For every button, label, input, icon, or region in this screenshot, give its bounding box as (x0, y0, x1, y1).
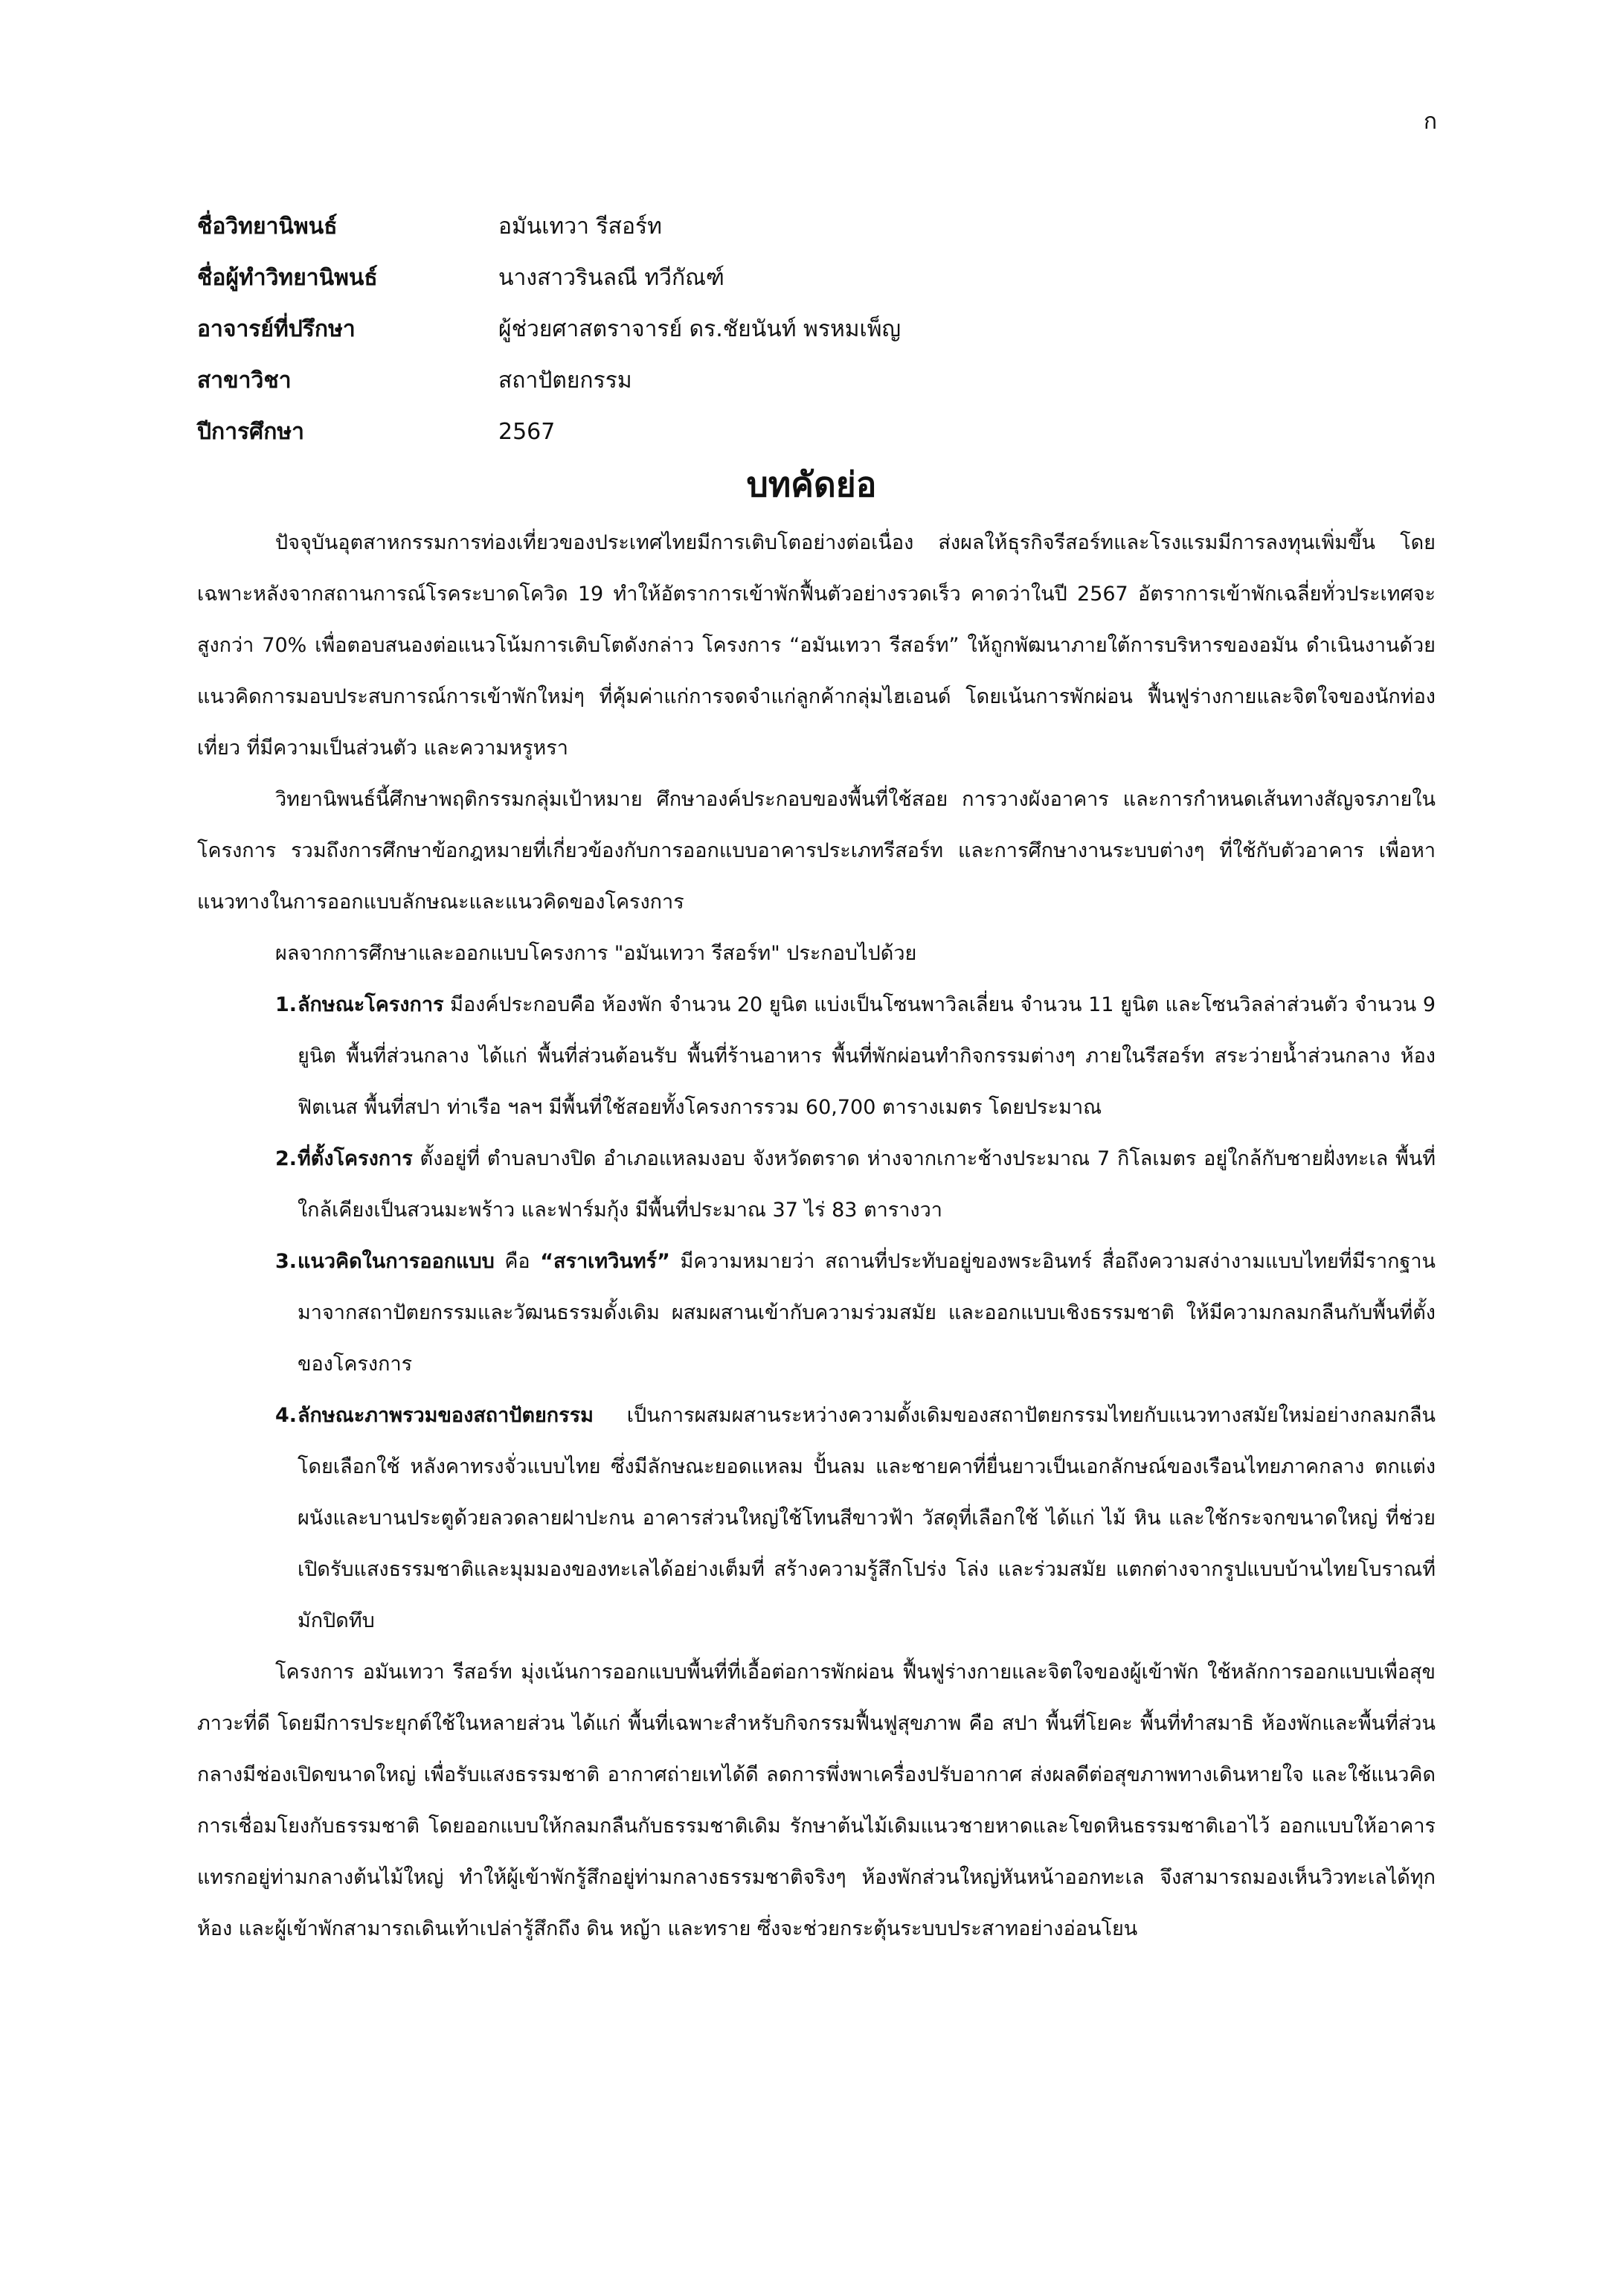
list-item-title: ที่ตั้งโครงการ (298, 1147, 413, 1170)
list-number: 1. (275, 993, 298, 1016)
meta-value: สถาปัตยกรรม (498, 368, 632, 394)
meta-value: อมันเทวา รีสอร์ท (498, 214, 662, 240)
list-item-text: เป็นการผสมผสานระหว่างความดั้งเดิมของสถาปัตยกรรมไทยกับแนวทางสมัยใหม่อย่างกลมกลืน โดยเลือกใช้ หลังคาทรงจั่วแบบไทย ซึ่งมีลักษณะยอดแหลม ปั้นลม และชายคาที่ยื่นยาวเป็นเอกลักษณ์ของเรือนไทยภาคกลาง ตกแต่งผนังและบานประตูด้วยลวดลายฝาปะกน อาคารส่วนใหญ่ใช้โทนสีขาวฟ้า วัสดุที่เลือกใช้ ได้แก่ ไม้ หิน และใช้กระจกขนาดใหญ่ ที่ช่วยเปิดรับแสงธรรมชาติและมุมมองของทะเลได้อย่างเต็มที่ สร้างความรู้สึกโปร่ง โล่ง และร่วมสมัย แตกต่างจากรูปแบบบ้านไทยโบราณที่มักปิดทึบ (298, 1404, 1436, 1632)
thesis-meta (197, 201, 901, 458)
list-item (197, 979, 1436, 1133)
meta-row-author (197, 252, 901, 304)
meta-value: นางสาวรินลณี ทวีกัณฑ์ (498, 265, 724, 291)
list-number: 3. (275, 1250, 298, 1273)
list-item-text: คือ (494, 1250, 541, 1273)
meta-row-advisor (197, 304, 901, 355)
meta-row-major (197, 355, 901, 406)
list-item (197, 1390, 1436, 1646)
paragraph: วิทยานิพนธ์นี้ศึกษาพฤติกรรมกลุ่มเป้าหมาย ศึกษาองค์ประกอบของพื้นที่ใช้สอย การวางผังอาคาร และการกำหนดเส้นทางสัญจรภายในโครงการ รวมถึงการศึกษาข้อกฎหมายที่เกี่ยวข้องกับการออกแบบอาคารประเภทรีสอร์ท และการศึกษางานระบบต่างๆ ที่ใช้กับตัวอาคาร เพื่อหาแนวทางในการออกแบบลักษณะและแนวคิดของโครงการ (197, 788, 1436, 914)
meta-value: ผู้ช่วยศาสตราจารย์ ดร.ชัยนันท์ พรหมเพ็ญ (498, 316, 902, 342)
list-item (197, 1133, 1436, 1236)
list-number: 4. (275, 1404, 298, 1427)
paragraph: ปัจจุบันอุตสาหกรรมการท่องเที่ยวของประเทศไทยมีการเติบโตอย่างต่อเนื่อง ส่งผลให้ธุรกิจรีสอร์ทและโรงแรมมีการลงทุนเพิ่มขึ้น โดยเฉพาะหลังจากสถานการณ์โรคระบาดโควิด 19 ทำให้อัตราการเข้าพักฟื้นตัวอย่างรวดเร็ว คาดว่าในปี 2567 อัตราการเข้าพักเฉลี่ยทั่วประเทศจะสูงกว่า 70% เพื่อตอบสนองต่อแนวโน้มการเติบโตดังกล่าว โครงการ “อมันเทวา รีสอร์ท” ให้ถูกพัฒนาภายใต้การบริหารของอมัน ดำเนินงานด้วยแนวคิดการมอบประสบการณ์การเข้าพักใหม่ๆ ที่คุ้มค่าแก่การจดจำแก่ลูกค้ากลุ่มไฮเอนด์ โดยเน้นการพักผ่อน ฟื้นฟูร่างกายและจิตใจของนักท่องเที่ยว ที่มีความเป็นส่วนตัว และความหรูหรา (197, 531, 1436, 760)
list-number: 2. (275, 1147, 298, 1170)
list-item-title: ลักษณะภาพรวมของสถาปัตยกรรม (298, 1404, 594, 1427)
paragraph: ผลจากการศึกษาและออกแบบโครงการ "อมันเทวา รีสอร์ท" ประกอบไปด้วย (275, 942, 917, 965)
list-item-title: ลักษณะโครงการ (298, 993, 444, 1016)
abstract-title: บทคัดย่อ (746, 464, 877, 504)
meta-value: 2567 (498, 419, 556, 445)
closing-paragraph: โครงการ อมันเทวา รีสอร์ท มุ่งเน้นการออกแบบพื้นที่ที่เอื้อต่อการพักผ่อน ฟื้นฟูร่างกายและจิตใจของผู้เข้าพัก ใช้หลักการออกแบบเพื่อสุขภาวะที่ดี โดยมีการประยุกต์ใช้ในหลายส่วน ได้แก่ พื้นที่เฉพาะสำหรับกิจกรรมฟื้นฟูสุขภาพ คือ สปา พื้นที่โยคะ พื้นที่ทำสมาธิ ห้องพักและพื้นที่ส่วนกลางมีช่องเปิดขนาดใหญ่ เพื่อรับแสงธรรมชาติ อากาศถ่ายเทได้ดี ลดการพึ่งพาเครื่องปรับอากาศ ส่งผลดีต่อสุขภาพทางเดินหายใจ และใช้แนวคิดการเชื่อมโยงกับธรรมชาติ โดยออกแบบให้กลมกลืนกับธรรมชาติเดิม รักษาต้นไม้เดิมแนวชายหาดและโขดหินธรรมชาติเอาไว้ ออกแบบให้อาคารแทรกอยู่ท่ามกลางต้นไม้ใหญ่ ทำให้ผู้เข้าพักรู้สึกอยู่ท่ามกลางธรรมชาติจริงๆ ห้องพักส่วนใหญ่หันหน้าออกทะเล จึงสามารถมองเห็นวิวทะเลได้ทุกห้อง และผู้เข้าพักสามารถเดินเท้าเปล่ารู้สึกถึง ดิน หญ้า และทราย ซึ่งจะช่วยกระตุ้นระบบประสาทอย่างอ่อนโยน (197, 1661, 1436, 1940)
meta-label: ชื่อผู้ทำวิทยานิพนธ์ (197, 265, 378, 291)
meta-label: ปีการศึกษา (197, 419, 304, 445)
meta-row-thesis-title (197, 201, 901, 252)
list-item-text-after: มีความหมายว่า สถานที่ประทับอยู่ของพระอินทร์ สื่อถึงความสง่างามแบบไทยที่มีรากฐานมาจากสถาปัตยกรรมและวัฒนธรรมดั้งเดิม ผสมผสานเข้ากับความร่วมสมัย และออกแบบเชิงธรรมชาติ ให้มีความกลมกลืนกับพื้นที่ตั้งของโครงการ (298, 1250, 1436, 1376)
list-item-title: แนวคิดในการออกแบบ (298, 1250, 495, 1273)
meta-label: ชื่อวิทยานิพนธ์ (197, 214, 338, 240)
results-list (197, 979, 1436, 1646)
list-item-text: ตั้งอยู่ที่ ตำบลบางปิด อำเภอแหลมงอบ จังหวัดตราด ห่างจากเกาะช้างประมาณ 7 กิโลเมตร อยู่ใกล้กับชายฝั่งทะเล พื้นที่ใกล้เคียงเป็นสวนมะพร้าว และฟาร์มกุ้ง มีพื้นที่ประมาณ 37 ไร่ 83 ตารางวา (298, 1147, 1436, 1222)
abstract-body (197, 517, 1436, 1955)
meta-label: สาขาวิชา (197, 368, 292, 394)
page-number: ก (1423, 109, 1437, 135)
meta-row-academic-year (197, 406, 901, 458)
meta-label: อาจารย์ที่ปรึกษา (197, 316, 356, 342)
list-item (197, 1236, 1436, 1390)
list-item-text: มีองค์ประกอบคือ ห้องพัก จำนวน 20 ยูนิต แบ่งเป็นโซนพาวิลเลี่ยน จำนวน 11 ยูนิต และโซนวิลล่าส่วนตัว จำนวน 9 ยูนิต พื้นที่ส่วนกลาง ได้แก่ พื้นที่ส่วนต้อนรับ พื้นที่ร้านอาหาร พื้นที่พักผ่อนทำกิจกรรมต่างๆ ภายในรีสอร์ท สระว่ายน้ำส่วนกลาง ห้องฟิตเนส พื้นที่สปา ท่าเรือ ฯลฯ มีพื้นที่ใช้สอยทั้งโครงการรวม 60,700 ตารางเมตร โดยประมาณ (298, 993, 1436, 1119)
concept-name: “สราเทวินทร์” (540, 1250, 670, 1273)
